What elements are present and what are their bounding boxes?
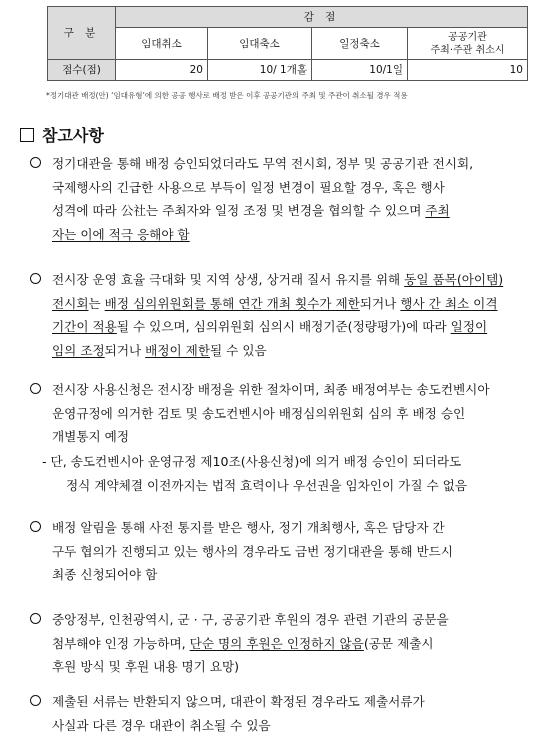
note-line: 개별통지 예정 <box>52 429 129 444</box>
table-cell-value: 10 <box>408 60 528 81</box>
table-cell-value: 10/1일 <box>312 60 408 81</box>
table-col-rental-cancel: 임대취소 <box>116 28 208 60</box>
note-text: 전시장 운영 효율 극대화 및 지역 상생, 상거래 질서 유지를 위해 <box>52 272 405 287</box>
note-line: 중앙정부, 인천광역시, 군 · 구, 공공기관 후원의 경우 관련 기관의 공문을 <box>52 612 449 627</box>
note-item <box>30 152 540 246</box>
note-line: 전시장 사용신청은 전시장 배정을 위한 절차이며, 최종 배정여부는 송도컨벤시아 <box>52 382 490 397</box>
circle-bullet-icon <box>30 273 41 284</box>
table-cell-value: 20 <box>116 60 208 81</box>
note-item <box>30 690 540 737</box>
table-footnote: *정기대관 배정(안) ‘임대유형’에 의한 공공 행사로 배정 받은 이후 공공기관의 주최 및 주관이 취소될 경우 적용 <box>46 91 408 100</box>
underlined-text: 전시회 <box>52 295 89 311</box>
note-text: 될 수 있음 <box>210 342 267 358</box>
underlined-text: 배정이 제한 <box>145 342 211 358</box>
section-heading <box>20 123 104 146</box>
circle-bullet-icon <box>30 695 41 706</box>
note-line <box>52 339 540 363</box>
table-cell-value: 10/ 1개홀 <box>208 60 312 81</box>
note-line: 제출된 서류는 반환되지 않으며, 대관이 확정된 경우라도 제출서류가 <box>52 694 425 709</box>
circle-bullet-icon <box>30 613 41 624</box>
underlined-text: 자는 이에 적극 응해야 함 <box>52 226 190 242</box>
note-line: 배정 알림을 통해 사전 통지를 받은 행사, 정기 개최행사, 혹은 담당자 간 <box>52 520 445 535</box>
note-text: 는 <box>88 295 105 311</box>
note-line: 최종 신청되어야 함 <box>52 567 158 582</box>
note-item <box>30 268 540 362</box>
deduction-table <box>47 6 528 81</box>
underlined-text: 동일 품목(아이템) <box>404 272 504 287</box>
note-line: 운영규정에 의거한 검토 및 송도컨벤시아 배정심의위원회 심의 후 배정 승인 <box>52 405 466 421</box>
underlined-text: 주최 <box>425 203 450 218</box>
table-deduction-header: 감 점 <box>116 7 528 28</box>
note-text: 되거나 <box>359 295 401 311</box>
note-text: 될 수 있으며, 심의위원회 심의시 배정기준(정량평가)에 따라 <box>116 319 451 334</box>
table-col-rental-reduce: 임대축소 <box>208 28 312 60</box>
underlined-text: 단순 명의 후원은 인정하지 않음 <box>189 635 364 651</box>
note-line: 구두 협의가 진행되고 있는 행사의 경우라도 금번 정기대관을 통해 반드시 <box>52 543 453 559</box>
table-col-public-cancel-line2: 주최·주관 취소시 <box>430 44 505 56</box>
note-text: 첨부해야 인정 가능하며, <box>52 635 190 651</box>
note-line <box>52 292 540 316</box>
dash-note <box>42 450 542 497</box>
note-line: 후원 방식 및 후원 내용 명기 요망) <box>52 659 240 674</box>
underlined-text: 기간이 적용 <box>52 319 117 334</box>
note-line: 사실과 다른 경우 대관이 취소될 수 있음 <box>52 717 271 733</box>
note-line: - 단, 송도컨벤시아 운영규정 제10조(사용신청)에 의거 배정 승인이 되더라도 <box>42 454 462 469</box>
underlined-text: 일정이 <box>450 319 488 334</box>
table-row-label: 점수(점) <box>48 60 116 81</box>
note-line <box>52 268 540 292</box>
note-text: 성격에 따라 公社는 주최자와 일정 조정 및 변경을 협의할 수 있으며 <box>52 203 426 218</box>
underlined-text: 행사 간 최소 이격 <box>400 295 498 311</box>
circle-bullet-icon <box>30 521 41 532</box>
underlined-text: 임의 조정 <box>52 342 105 358</box>
circle-bullet-icon <box>30 157 41 168</box>
note-line: 정식 계약체결 이전까지는 법적 효력이나 우선권을 임차인이 가질 수 없음 <box>66 477 467 493</box>
note-item <box>30 516 540 587</box>
note-line <box>52 315 540 339</box>
circle-bullet-icon <box>30 383 41 394</box>
checkbox-square-icon <box>20 128 34 142</box>
table-col-schedule-reduce: 일정축소 <box>312 28 408 60</box>
note-text: 되거나 <box>104 342 146 358</box>
note-item <box>30 378 540 449</box>
note-line: 국제행사의 긴급한 사용으로 부득이 일정 변경이 필요할 경우, 혹은 행사 <box>52 179 445 195</box>
table-category-header: 구 분 <box>48 7 116 60</box>
table-col-public-cancel-line1: 공공기관 <box>448 31 487 43</box>
table-col-public-cancel <box>408 28 528 60</box>
section-title: 참고사항 <box>42 126 104 145</box>
note-line: 정기대관을 통해 배정 승인되었더라도 무역 전시회, 정부 및 공공기관 전시회, <box>52 156 474 171</box>
note-line <box>52 632 540 656</box>
note-line <box>52 199 540 223</box>
note-item <box>30 608 540 679</box>
note-line <box>52 223 540 247</box>
underlined-text: 배정 심의위원회를 통해 연간 개최 횟수가 제한 <box>104 295 360 311</box>
note-text: (공문 제출시 <box>363 635 434 651</box>
